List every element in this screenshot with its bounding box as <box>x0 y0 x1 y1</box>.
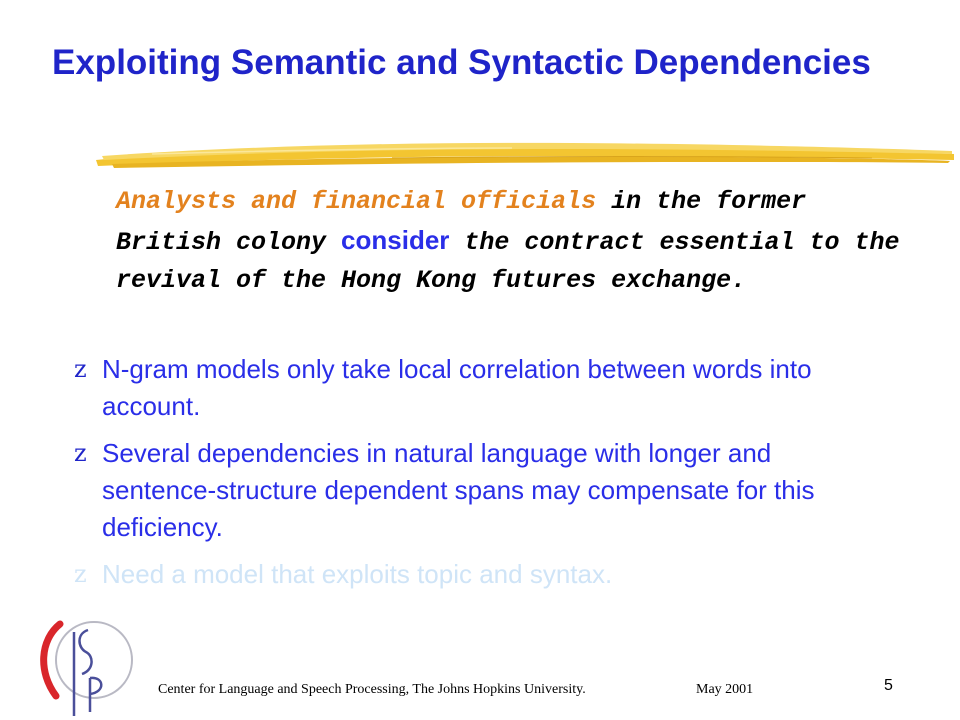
bullet-marker-icon: z <box>74 355 87 383</box>
example-sentence <box>116 183 916 300</box>
bullet-text: Need a model that exploits topic and syntax. <box>102 559 613 589</box>
bullet-text: N-gram models only take local correlation between words into account. <box>102 354 812 421</box>
bullet-marker-icon: z <box>74 560 87 588</box>
footer-date: May 2001 <box>696 682 754 697</box>
slide-title: Exploiting Semantic and Syntactic Dependencies <box>52 43 871 82</box>
bullet-marker-icon: z <box>74 439 87 467</box>
quote-verb: consider <box>341 225 450 255</box>
bullet-text: Several dependencies in natural language with longer and sentence-structure dependent spans may compensate for this deficiency. <box>102 438 815 542</box>
footer <box>158 682 754 698</box>
quote-text-1: in the former British colony <box>116 187 807 257</box>
bullet-item <box>74 435 874 546</box>
clsp-logo-icon <box>30 612 142 720</box>
bullet-item <box>74 351 874 425</box>
bullet-item <box>74 556 874 593</box>
yellow-brush-stroke-icon <box>92 134 958 174</box>
footer-institution: Center for Language and Speech Processing, The Johns Hopkins University. <box>158 682 586 697</box>
quote-text-2: the contract essential to the revival of the Hong Kong futures exchange. <box>116 228 900 295</box>
quote-subject: Analysts and financial officials <box>116 187 597 216</box>
bullet-list <box>74 351 874 603</box>
page-number: 5 <box>884 677 893 694</box>
